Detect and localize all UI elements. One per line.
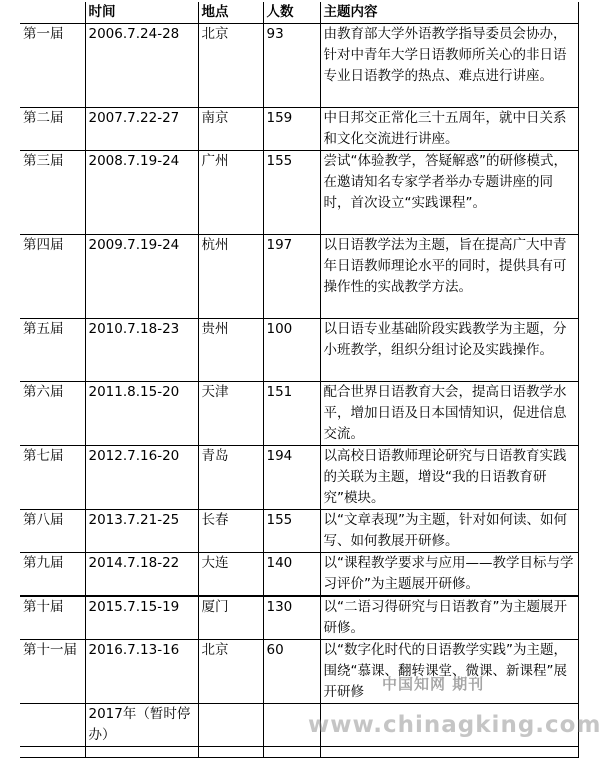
topic-cell: 以“数字化时代的日语教学实践”为主题，围绕“慕课、翻转课堂、微课、新课程”展开研修 [320,640,578,704]
count-cell: 93 [263,24,320,108]
place-cell: 厦门 [198,596,263,640]
place-cell: 长春 [198,510,263,553]
topic-cell: 由教育部大学外语教学指导委员会协办，针对中青年大学日语教师所关心的非日语专业日语教学的热点、难点进行讲座。 [320,24,578,108]
table-row [20,151,578,235]
session-cell: 第七届 [20,446,85,510]
table-row [20,553,578,597]
cut-cell [320,747,578,758]
session-cell: 第五届 [20,319,85,382]
date-cell: 2011.8.15-20 [85,382,198,446]
date-cell: 2017年（暂时停办） [85,704,198,747]
header-count: 人数 [263,2,320,24]
session-cell: 第一届 [20,24,85,108]
place-cell: 南京 [198,108,263,151]
place-cell: 大连 [198,553,263,597]
table-row [20,24,578,108]
place-cell: 青岛 [198,446,263,510]
date-cell: 2013.7.21-25 [85,510,198,553]
header-place: 地点 [198,2,263,24]
table-row [20,640,578,704]
place-cell: 天津 [198,382,263,446]
session-cell: 第九届 [20,553,85,597]
date-cell: 2006.7.24-28 [85,24,198,108]
table-row [20,446,578,510]
header-date: 时间 [85,2,198,24]
header-row [20,2,578,24]
table-row [20,510,578,553]
topic-cell: 以高校日语教师理论研究与日语教育实践的关联为主题，增设“我的日语教育研究”模块。 [320,446,578,510]
topic-cell: 以“文章表现”为主题，针对如何读、如何写、如何教展开研修。 [320,510,578,553]
count-cell: 60 [263,640,320,704]
date-cell: 2012.7.16-20 [85,446,198,510]
count-cell: 130 [263,596,320,640]
place-cell: 北京 [198,640,263,704]
table-row-cut [20,747,578,758]
topic-cell: 以“二语习得研究与日语教育”为主题展开研修。 [320,596,578,640]
session-cell: 第十一届 [20,640,85,704]
session-cell: 第二届 [20,108,85,151]
place-cell: 贵州 [198,319,263,382]
count-cell: 100 [263,319,320,382]
session-cell: 第十届 [20,596,85,640]
place-cell: 杭州 [198,235,263,319]
watermark-text: 中国知网 期刊 [382,675,485,693]
session-cell: 第四届 [20,235,85,319]
count-cell: 197 [263,235,320,319]
cut-cell [85,747,198,758]
session-cell: 第八届 [20,510,85,553]
session-cell: 第六届 [20,382,85,446]
topic-cell: 以日语专业基础阶段实践教学为主题，分小班教学，组织分组讨论及实践操作。 [320,319,578,382]
count-cell: 155 [263,510,320,553]
place-cell [198,704,263,747]
date-cell: 2015.7.15-19 [85,596,198,640]
cut-cell [20,747,85,758]
place-cell: 北京 [198,24,263,108]
table-row [20,596,578,640]
table-row [20,108,578,151]
watermark-url: www.chinagking.com [308,712,602,738]
count-cell: 159 [263,108,320,151]
count-cell: 151 [263,382,320,446]
topic-cell: 以日语教学法为主题，旨在提高广大中青年日语教师理论水平的同时，提供具有可操作性的实战教学方法。 [320,235,578,319]
cut-cell [263,747,320,758]
date-cell: 2009.7.19-24 [85,235,198,319]
table-row [20,319,578,382]
topic-cell: 中日邦交正常化三十五周年，就中日关系和文化交流进行讲座。 [320,108,578,151]
date-cell: 2010.7.18-23 [85,319,198,382]
date-cell: 2007.7.22-27 [85,108,198,151]
date-cell: 2016.7.13-16 [85,640,198,704]
date-cell: 2008.7.19-24 [85,151,198,235]
topic-cell: 配合世界日语教育大会，提高日语教学水平，增加日语及日本国情知识，促进信息交流。 [320,382,578,446]
cut-cell [198,747,263,758]
seminar-table [20,2,579,758]
topic-cell: 尝试“体验教学，答疑解惑”的研修模式，在邀请知名专家学者举办专题讲座的同时，首次设立“实践课程”。 [320,151,578,235]
date-cell: 2014.7.18-22 [85,553,198,597]
header-session [20,2,85,24]
count-cell: 155 [263,151,320,235]
session-cell [20,704,85,747]
header-topic: 主题内容 [320,2,578,24]
table-row [20,235,578,319]
table-row [20,382,578,446]
count-cell: 194 [263,446,320,510]
topic-cell: 以“课程教学要求与应用——教学目标与学习评价”为主题展开研修。 [320,553,578,597]
session-cell: 第三届 [20,151,85,235]
place-cell: 广州 [198,151,263,235]
count-cell: 140 [263,553,320,597]
